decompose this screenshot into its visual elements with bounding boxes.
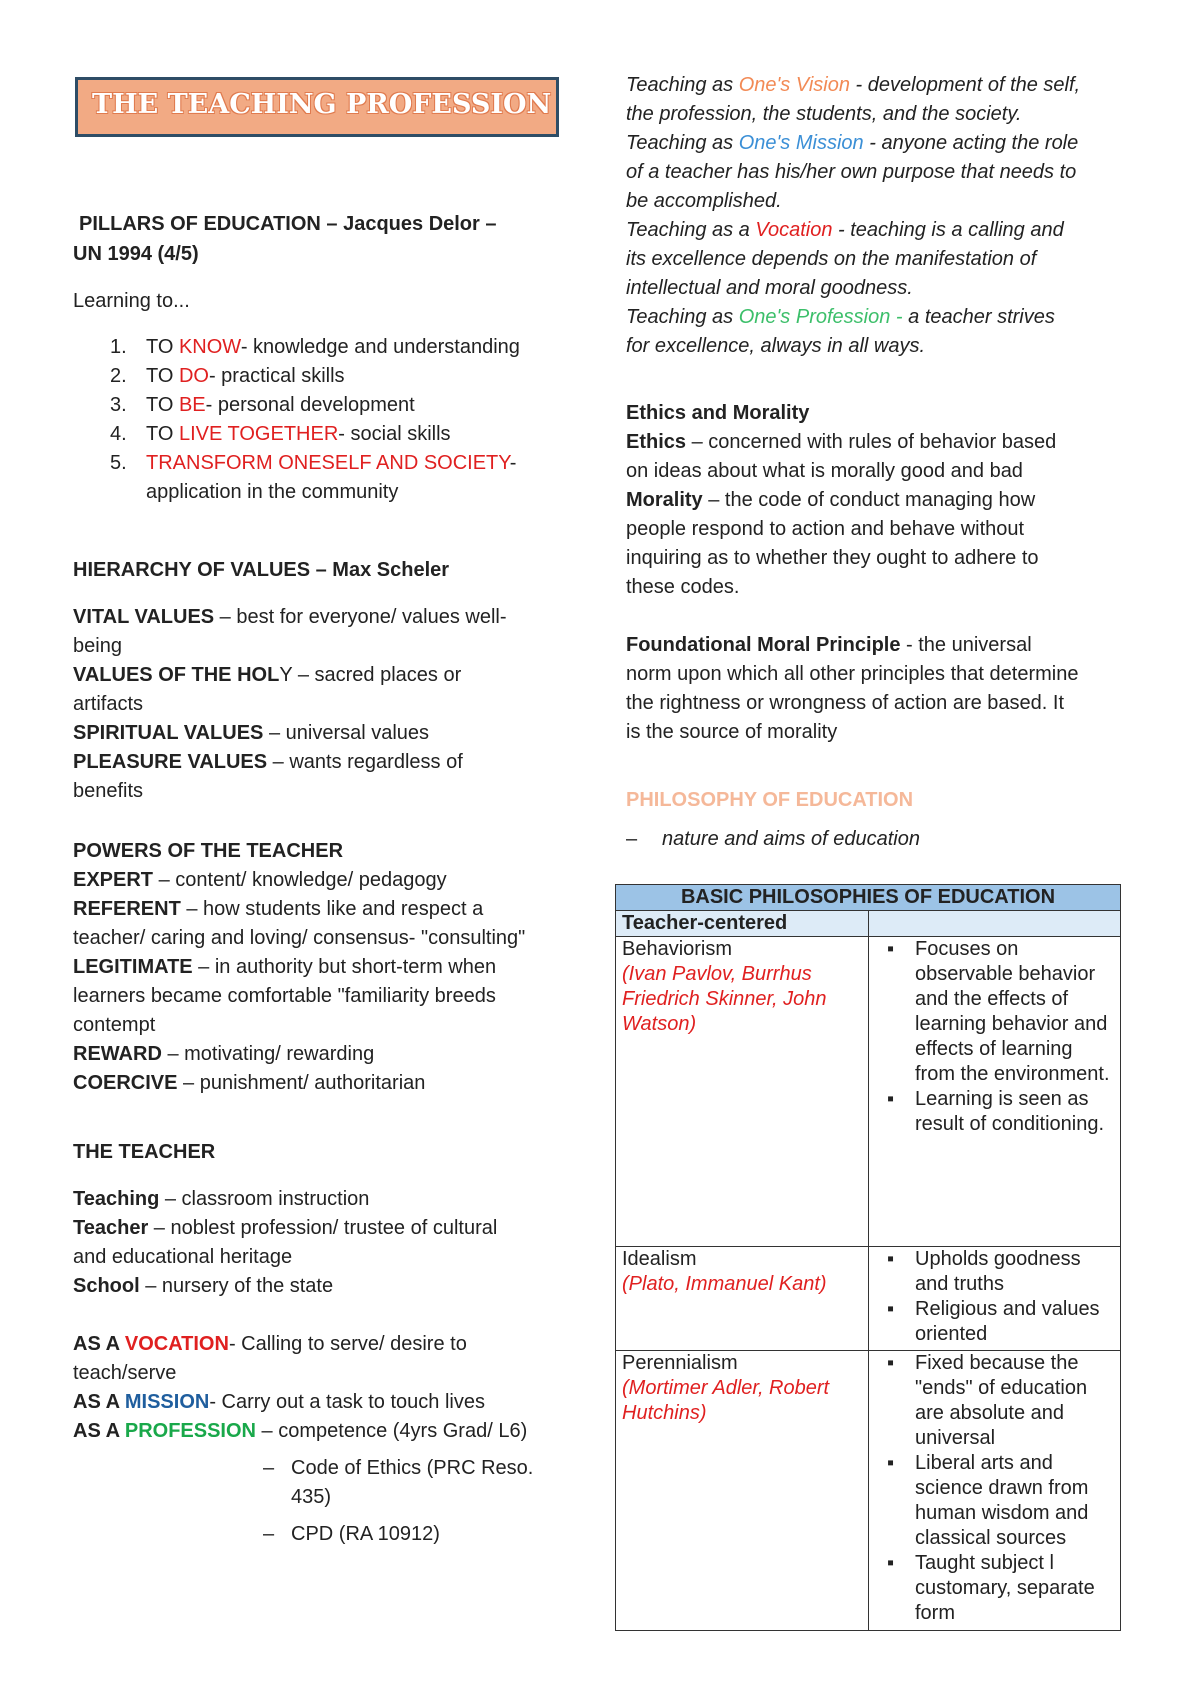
list-item: 1. TO KNOW- knowledge and understanding xyxy=(110,336,520,358)
list-item: 4. TO LIVE TOGETHER- social skills xyxy=(110,423,451,445)
philosophies-table xyxy=(615,884,1121,1631)
list-item: – CPD (RA 10912) xyxy=(263,1523,440,1545)
teaching-as-section: Teaching as One's Vision - development of the self, the profession, the students, and the society. Teaching as One's Mission - anyone acting the role of a teacher has his/her own purpose that needs to be accomplished. Teaching as a Vocation - teaching is a calling and its excellence depends on the manifestation of intellectual and moral goodness. Teaching as One's Profession - a teacher strives for excellence, always in all ways. xyxy=(626,74,1081,357)
list-item: 3. TO BE- personal development xyxy=(110,394,415,416)
powers-section: POWERS OF THE TEACHER EXPERT – content/ knowledge/ pedagogy REFERENT – how students like and respect a teacher/ caring and loving/ consensus- "consulting" LEGITIMATE – in authority but short-term when learners became comfortable "familiarity breeds contempt REWARD – motivating/ rewarding COERCIVE – punishment/ authoritarian xyxy=(73,840,526,1094)
table-row xyxy=(616,1247,1121,1351)
philosophy-name: Perennialism xyxy=(622,1352,738,1374)
list-item: ▪ Upholds goodness and truths xyxy=(875,1247,1114,1297)
list-item: – Code of Ethics (PRC Reso. 435) xyxy=(263,1457,534,1508)
list-item: 5. TRANSFORM ONESELF AND SOCIETY- application in the community xyxy=(110,452,517,503)
pillars-heading-2: UN 1994 (4/5) xyxy=(73,243,199,265)
list-item: ▪ Fixed because the "ends" of education are absolute and universal xyxy=(875,1351,1114,1451)
teacher-heading: THE TEACHER xyxy=(73,1141,216,1163)
philosophy-heading: PHILOSOPHY OF EDUCATION xyxy=(626,789,914,811)
philosophy-people: (Plato, Immanuel Kant) xyxy=(622,1273,827,1295)
table-header: BASIC PHILOSOPHIES OF EDUCATION xyxy=(616,885,1121,911)
powers-heading: POWERS OF THE TEACHER xyxy=(73,840,344,862)
philosophy-name: Idealism xyxy=(622,1248,697,1270)
pillars-intro: Learning to... xyxy=(73,290,190,312)
table-row xyxy=(616,937,1121,1247)
philosophy-name: Behaviorism xyxy=(622,938,733,960)
list-item: ▪ Learning is seen as result of conditioning. xyxy=(875,1087,1114,1137)
table-subheader: Teacher-centered xyxy=(616,911,869,937)
pillars-heading: PILLARS OF EDUCATION – Jacques Delor – xyxy=(79,213,497,235)
list-item: ▪ Liberal arts and science drawn from human wisdom and classical sources xyxy=(875,1451,1114,1551)
philosophy-people: (Mortimer Adler, Robert Hutchins) xyxy=(622,1377,830,1424)
hierarchy-section: HIERARCHY OF VALUES – Max Scheler VITAL VALUES – best for everyone/ values well- being VALUES OF THE HOLY – sacred places or artifacts SPIRITUAL VALUES – universal values PLEASURE VALUES – wants regardless of benefits xyxy=(73,559,507,802)
philosophy-people: (Ivan Pavlov, Burrhus Friedrich Skinner, John Watson) xyxy=(622,963,827,1035)
ethics-heading: Ethics and Morality xyxy=(626,402,810,424)
ethics-section: Ethics and Morality Ethics – concerned with rules of behavior based on ideas about what is morally good and bad Morality – the code of conduct managing how people respond to action and behave without inquiring as to whether they ought to adhere to these codes. Foundational Moral Principle - the universal norm upon which all other principles that determine the rightness or wrongness of action are based. It is the source of morality xyxy=(626,402,1079,743)
teacher-section: THE TEACHER Teaching – classroom instruction Teacher – noblest profession/ trustee of cultural and educational heritage School – nursery of the state AS A VOCATION- Calling to serve/ desire to teach/serve AS A MISSION- Carry out a task to touch lives AS A PROFESSION – competence (4yrs Grad/ L6) – Code of Ethics (PRC Reso. 435) – CPD (RA 10912) xyxy=(73,1138,633,1549)
hierarchy-heading: HIERARCHY OF VALUES – Max Scheler xyxy=(73,559,450,581)
list-item: ▪ Religious and values oriented xyxy=(875,1297,1114,1347)
philosophy-section: PHILOSOPHY OF EDUCATION – nature and aims of education xyxy=(626,786,1146,854)
list-item: ▪ Taught subject l customary, separate form xyxy=(875,1551,1114,1626)
page-title: THE TEACHING PROFESSION xyxy=(92,89,552,120)
table-row xyxy=(616,1351,1121,1631)
pillars-section xyxy=(79,210,599,239)
table-subheader-empty xyxy=(869,911,1121,937)
list-item: ▪ Focuses on observable behavior and the effects of learning behavior and effects of learning from the environment. xyxy=(875,937,1114,1087)
title-banner xyxy=(75,77,559,137)
list-item: 2. TO DO- practical skills xyxy=(110,365,345,387)
pillars-list xyxy=(73,333,633,507)
